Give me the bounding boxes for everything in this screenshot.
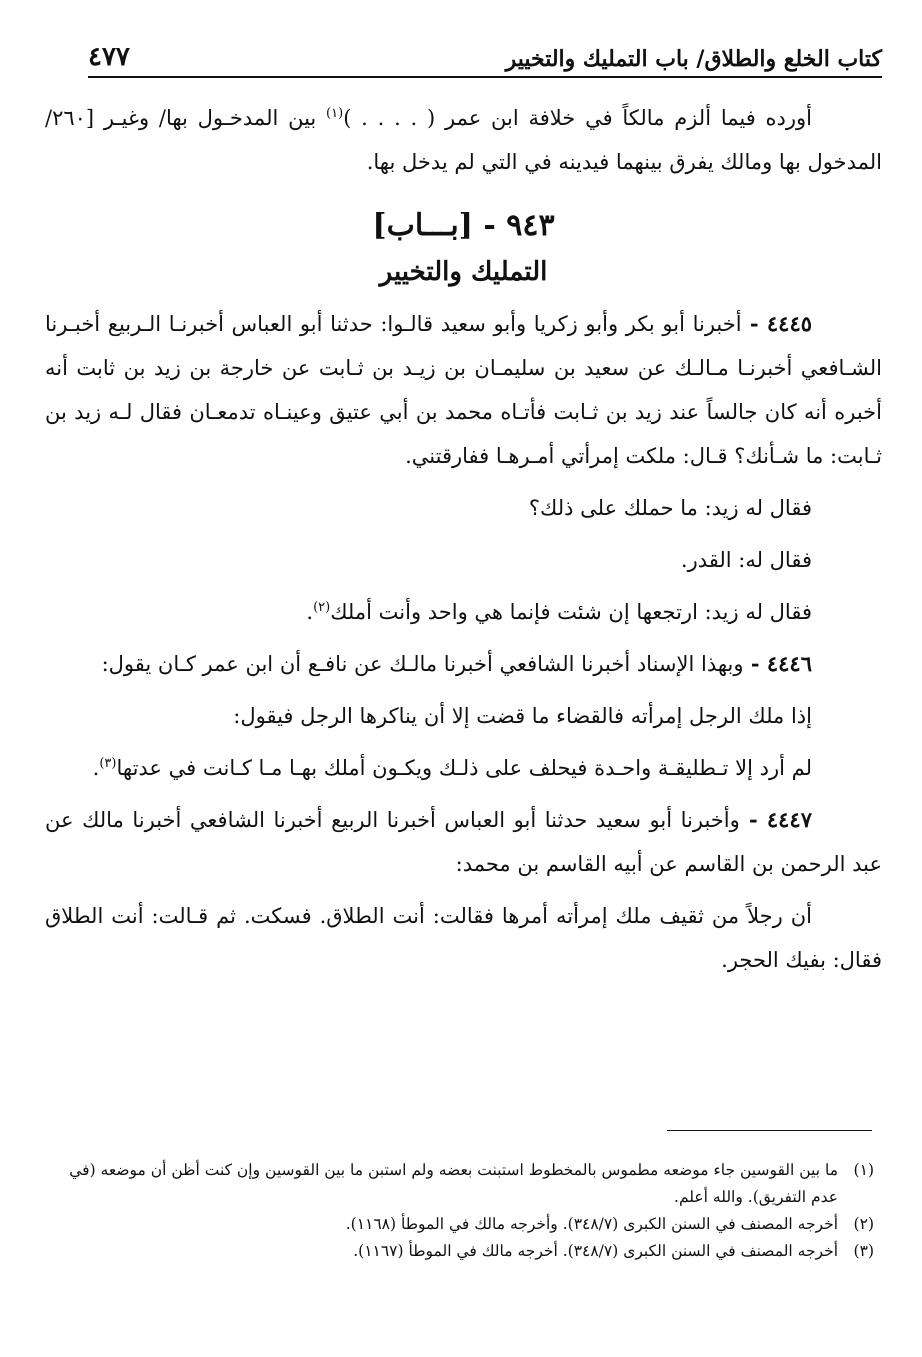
hadith-4446-p3-end: .	[92, 756, 100, 780]
hadith-4445-answer-1: فقال له: القدر.	[680, 548, 812, 572]
hadith-number-4446: ٤٤٤٦ -	[743, 651, 812, 676]
hadith-4445-q2-text: فقال له زيد: ارتجعها إن شئت فإنما هي واحد وأنت أملك	[330, 600, 812, 624]
hadith-4446-p3-text: لم أرد إلا تـطليقـة واحـدة فيحلف على ذلـك ويكـون أملك بهـا مـا كـانت في عدتها	[116, 756, 812, 780]
hadith-number-4447: ٤٤٤٧ -	[739, 807, 812, 832]
hadith-4446-p2: إذا ملك الرجل إمرأته فالقضاء ما قضت إلا أن يناكرها الرجل فيقول:	[233, 704, 812, 728]
hadith-4447-p2: أن رجلاً من ثقيف ملك إمرأته أمرها فقالت: أنت الطلاق. فسكت. ثم قـالت: أنت الطلاق فقال: بفيك الحجر.	[45, 904, 882, 972]
hadith-text-4446: وبهذا الإسناد أخبرنا الشافعي أخبرنا مالـك عن نافـع أن ابن عمر كـان يقول:	[101, 652, 744, 676]
hadith-text-4447: وأخبرنا أبو سعيد حدثنا أبو العباس أخبرنا الربيع أخبرنا الشافعي أخبرنا مالك عن عبد الرحمن بن القاسم عن أبيه القاسم بن محمد:	[45, 808, 882, 876]
hadith-4447	[45, 798, 882, 886]
intro-text-rest: بين المدخـول بها/ وغيـر [٢٦٠/	[45, 106, 327, 130]
chapter-heading: ٩٤٣ - [بـــاب]	[372, 208, 555, 243]
chapter-subtitle: التمليك والتخيير	[379, 257, 548, 287]
footnote-3	[48, 1238, 874, 1265]
intro-text-line2: المدخول بها ومالك يفرق بينهما فيدينه في التي لم يدخل بها.	[366, 150, 882, 174]
page-body	[45, 96, 882, 982]
footnote-2	[48, 1211, 874, 1238]
footnote-text: أخرجه المصنف في السنن الكبرى (٣٤٨/٧). وأخرجه مالك في الموطأ (١١٦٨).	[345, 1215, 838, 1233]
intro-text: أورده فيما ألزم مالكاً في خلافة ابن عمر ( . . . . )	[343, 106, 812, 130]
running-head-title: كتاب الخلع والطلاق/ باب التمليك والتخيير	[505, 46, 882, 72]
hadith-text-4445: أخبرنا أبو بكر وأبو زكريا وأبو سعيد قالـوا: حدثنا أبو العباس أخبرنـا الـربيع أخبـرنا الشـافعي أخبرنـا مـالـك عن سعيد بن سليمـان بن زيـد بن ثـابت عن خارجة بن زيد بن ثابت أنه أخبره أنه كان جالساً عند زيد بن ثـابت فأتـاه محمد بن أبي عتيق وعينـاه تدمعـان فقال لـه زيد بن ثـابت: ما شـأنك؟ قـال: ملكت إمرأتي أمـرهـا ففارقتني.	[45, 312, 882, 468]
footnote-ref-2: (٢)	[313, 600, 331, 615]
hadith-4445-question-2	[45, 590, 882, 634]
footnote-mark: (٢)	[853, 1215, 874, 1233]
hadith-4445	[45, 302, 882, 478]
hadith-4445-q2-end: .	[306, 600, 314, 624]
page-number: ٤٧٧	[88, 42, 130, 72]
hadith-4445-question-1: فقال له زيد: ما حملك على ذلك؟	[528, 496, 812, 520]
footnote-ref-1: (١)	[326, 106, 344, 121]
footnotes	[48, 1157, 874, 1265]
running-head	[88, 30, 882, 78]
footnote-divider	[667, 1130, 872, 1131]
footnote-ref-3: (٣)	[99, 756, 117, 771]
footnote-mark: (٣)	[853, 1242, 874, 1260]
hadith-number-4445: ٤٤٤٥ -	[741, 311, 813, 336]
hadith-4446-p3	[45, 746, 882, 790]
footnote-text: أخرجه المصنف في السنن الكبرى (٣٤٨/٧). أخرجه مالك في الموطأ (١١٦٧).	[353, 1242, 838, 1260]
footnote-mark: (١)	[853, 1161, 874, 1179]
footnote-1	[48, 1157, 874, 1211]
intro-paragraph	[45, 96, 882, 184]
hadith-4446	[45, 642, 882, 686]
footnote-text: ما بين القوسين جاء موضعه مطموس بالمخطوط استبنت بعضه ولم استبن ما بين القوسين وإن كنت أظن أن موضعه (في عدم التفريق). والله أعلم.	[69, 1161, 838, 1206]
